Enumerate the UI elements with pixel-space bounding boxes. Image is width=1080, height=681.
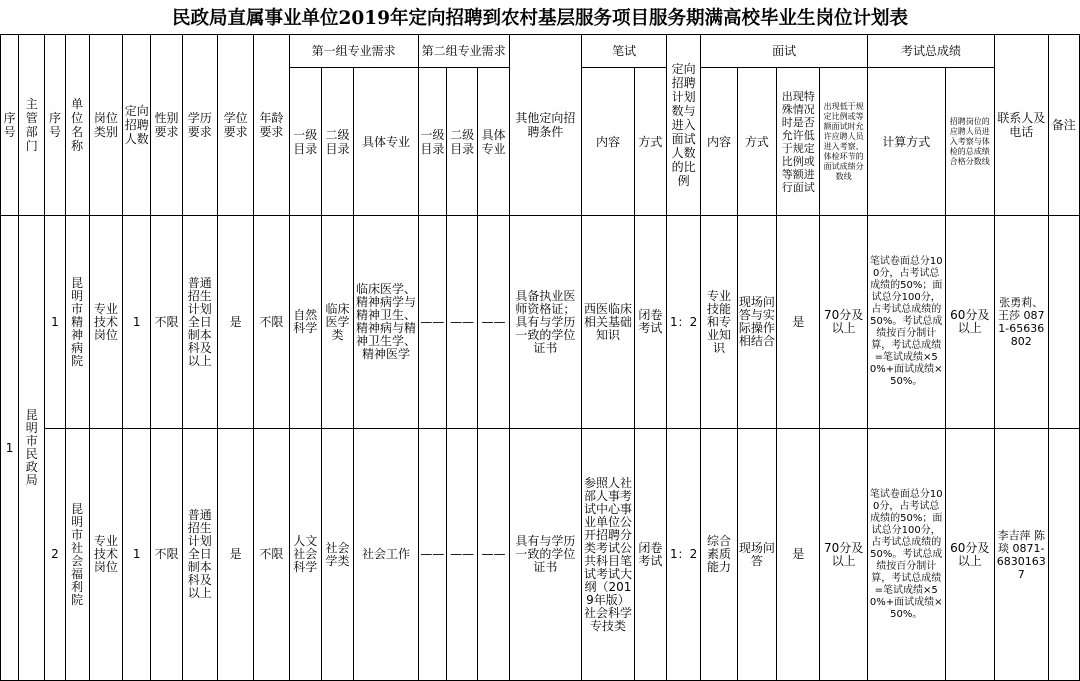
- header-seq2: 序号: [45, 35, 65, 216]
- cell-special: 是: [777, 216, 820, 429]
- cell-unit: 昆明市精神病院: [65, 216, 89, 429]
- cell-gender: 不限: [151, 429, 182, 681]
- header-seq: 序号: [1, 35, 19, 216]
- header-interview-content: 内容: [701, 68, 737, 216]
- position-plan-table: [0, 34, 1080, 681]
- header-interview: 面试: [701, 35, 868, 68]
- cell-education: 普通招生计划全日制本科及以上: [182, 216, 217, 429]
- table-row: [1, 429, 1080, 681]
- cell-g2-level2: ——: [447, 429, 478, 681]
- cell-interview-method: 现场问答与实际操作相结合: [737, 216, 776, 429]
- header-plan-count: 定向招聘人数: [123, 35, 151, 216]
- header-remark: 备注: [1048, 35, 1079, 216]
- header-level1: 一级目录: [289, 68, 321, 216]
- cell-contact: 李吉萍 陈琰 0871-68301637: [995, 429, 1048, 681]
- cell-other: 具有与学历一致的学位证书: [509, 429, 582, 681]
- header-g2-level2: 二级目录: [447, 68, 478, 216]
- cell-level1: 人文社会科学: [289, 429, 321, 681]
- table-row: [1, 216, 1080, 429]
- cell-age: 不限: [254, 429, 289, 681]
- cell-degree: 是: [217, 429, 253, 681]
- header-contact: 联系人及电话: [995, 35, 1048, 216]
- header-row-1: [1, 35, 1080, 68]
- cell-g2-level1: ——: [418, 429, 446, 681]
- cell-dept: 昆明市民政局: [19, 216, 45, 681]
- cell-contact: 张勇莉、王莎 0871-65636802: [995, 216, 1048, 429]
- header-level2: 二级目录: [321, 68, 353, 216]
- cell-min-score: 70分及以上: [820, 429, 867, 681]
- cell-interview-method: 现场问答: [737, 429, 776, 681]
- cell-post-type: 专业技术岗位: [89, 216, 122, 429]
- cell-calc: 笔试卷面总分100分，占考试总成绩的50%；面试总分100分，占考试总成绩的50%。考试总成绩按百分制计算，考试总成绩=笔试成绩×50%+面试成绩×50%。: [867, 429, 945, 681]
- cell-ratio: 1：2: [667, 216, 701, 429]
- cell-g2-specific: ——: [478, 216, 509, 429]
- header-group1: 第一组专业需求: [289, 35, 418, 68]
- header-calc: 计算方式: [867, 68, 945, 216]
- header-other: 其他定向招聘条件: [509, 35, 582, 216]
- cell-written-content: 参照人社部人事考试中心事业单位公开招聘分类考试公共科目笔试考试大纲（2019年版）社会科学专技类: [582, 429, 634, 681]
- cell-level2: 社会学类: [321, 429, 353, 681]
- cell-interview-content: 综合素质能力: [701, 429, 737, 681]
- header-special: 出现特殊情况时是否允许低于规定比例或等额进行面试: [777, 68, 820, 216]
- header-total: 考试总成绩: [867, 35, 994, 68]
- header-gender: 性别要求: [151, 35, 182, 216]
- cell-seq2: 2: [45, 429, 65, 681]
- cell-g2-level2: ——: [447, 216, 478, 429]
- cell-min-score: 70分及以上: [820, 216, 867, 429]
- cell-pass: 60分及以上: [945, 429, 994, 681]
- header-g2-specific: 具体专业: [478, 68, 509, 216]
- cell-age: 不限: [254, 216, 289, 429]
- cell-written-content: 西医临床相关基础知识: [582, 216, 634, 429]
- cell-calc: 笔试卷面总分100分，占考试总成绩的50%；面试总分100分，占考试总成绩的50%。考试总成绩按百分制计算，考试总成绩=笔试成绩×50%+面试成绩×50%。: [867, 216, 945, 429]
- cell-interview-content: 专业技能和专业知识: [701, 216, 737, 429]
- cell-plan-count: 1: [123, 216, 151, 429]
- cell-level2: 临床医学类: [321, 216, 353, 429]
- header-interview-method: 方式: [737, 68, 776, 216]
- cell-pass: 60分及以上: [945, 216, 994, 429]
- header-dept: 主管部门: [19, 35, 45, 216]
- header-written-method: 方式: [634, 68, 666, 216]
- header-ratio: 定向招聘计划数与进入面试人数的比例: [667, 35, 701, 216]
- cell-post-type: 专业技术岗位: [89, 429, 122, 681]
- header-g2-level1: 一级目录: [418, 68, 446, 216]
- header-degree: 学位要求: [217, 35, 253, 216]
- cell-specific: 社会工作: [354, 429, 419, 681]
- cell-seq: 1: [1, 216, 19, 681]
- header-pass-note: 招聘岗位的应聘人员进入考察与体检的总成绩合格分数线: [945, 68, 994, 216]
- cell-g2-specific: ——: [478, 429, 509, 681]
- header-group2: 第二组专业需求: [418, 35, 509, 68]
- cell-gender: 不限: [151, 216, 182, 429]
- cell-unit: 昆明市社会福利院: [65, 429, 89, 681]
- header-written-content: 内容: [582, 68, 634, 216]
- header-unit: 单位名称: [65, 35, 89, 216]
- header-min-score-note: 出现低于规定比例或等额面试时允许应聘人员进入考察、体检环节的面试成绩分数线: [820, 68, 867, 216]
- cell-education: 普通招生计划全日制本科及以上: [182, 429, 217, 681]
- cell-written-method: 闭卷考试: [634, 216, 666, 429]
- cell-written-method: 闭卷考试: [634, 429, 666, 681]
- header-post-type: 岗位类别: [89, 35, 122, 216]
- cell-ratio: 1：2: [667, 429, 701, 681]
- document-title: 民政局直属事业单位2019年定向招聘到农村基层服务项目服务期满高校毕业生岗位计划表: [172, 8, 908, 29]
- cell-other: 具备执业医师资格证；具有与学历一致的学位证书: [509, 216, 582, 429]
- cell-remark: [1048, 216, 1079, 429]
- header-written: 笔试: [582, 35, 667, 68]
- cell-degree: 是: [217, 216, 253, 429]
- cell-plan-count: 1: [123, 429, 151, 681]
- cell-seq2: 1: [45, 216, 65, 429]
- cell-remark: [1048, 429, 1079, 681]
- header-age: 年龄要求: [254, 35, 289, 216]
- header-education: 学历要求: [182, 35, 217, 216]
- header-specific: 具体专业: [354, 68, 419, 216]
- cell-specific: 临床医学、精神病学与精神卫生、精神病与精神卫生学、精神医学: [354, 216, 419, 429]
- cell-level1: 自然科学: [289, 216, 321, 429]
- cell-g2-level1: ——: [418, 216, 446, 429]
- cell-special: 是: [777, 429, 820, 681]
